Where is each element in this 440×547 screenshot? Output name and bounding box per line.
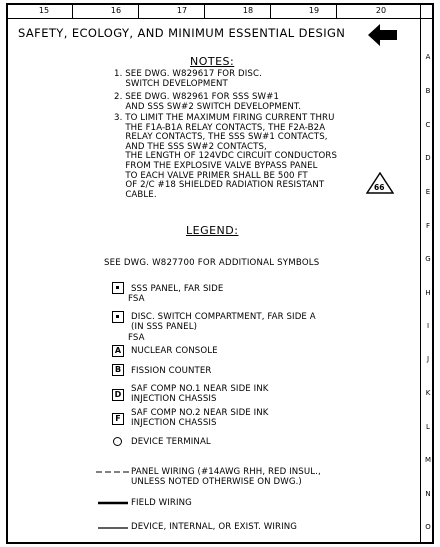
column-label: 19	[308, 6, 320, 15]
legend-symbol-label: FISSION COUNTER	[131, 366, 212, 376]
legend-symbol-label: SAF COMP NO.1 NEAR SIDE INK INJECTION CHASSIS	[131, 384, 269, 404]
column-label: 17	[176, 6, 188, 15]
legend-symbol-label: SAF COMP NO.2 NEAR SIDE INK INJECTION CHASSIS	[131, 408, 269, 428]
page-title: SAFETY, ECOLOGY, AND MINIMUM ESSENTIAL DESIGN	[18, 26, 346, 40]
symbol-box-f: F	[112, 413, 124, 425]
compartment-symbol-box	[112, 311, 124, 323]
row-label: K	[425, 389, 431, 397]
row-label: J	[426, 355, 430, 363]
row-ruler	[420, 3, 434, 544]
notes-heading: NOTES:	[190, 55, 235, 68]
note-item: 1. SEE DWG. W829617 FOR DISC. SWITCH DEVELOPMENT	[114, 69, 262, 89]
row-label: I	[426, 322, 430, 330]
column-ruler	[6, 3, 434, 19]
symbol-box-d: D	[112, 389, 124, 401]
ruler-tick	[270, 3, 271, 19]
row-label: B	[425, 87, 431, 95]
ruler-tick	[204, 3, 205, 19]
row-label: D	[425, 154, 431, 162]
revision-mark: 66	[374, 183, 385, 192]
wiring-label: DEVICE, INTERNAL, OR EXIST. WIRING	[131, 522, 298, 532]
column-label: 18	[242, 6, 254, 15]
device-wiring-line	[98, 526, 128, 530]
row-label: F	[425, 222, 431, 230]
row-label: M	[424, 456, 432, 464]
column-label: 15	[38, 6, 50, 15]
ruler-tick	[336, 3, 337, 19]
row-label: E	[425, 188, 431, 196]
legend-symbol-label: NUCLEAR CONSOLE	[131, 346, 218, 356]
ruler-tick	[72, 3, 73, 19]
legend-symbol-label: DEVICE TERMINAL	[131, 437, 211, 447]
legend-see-note: SEE DWG. W827700 FOR ADDITIONAL SYMBOLS	[104, 258, 320, 268]
column-label: 20	[375, 6, 387, 15]
legend-symbol-label: DISC. SWITCH COMPARTMENT, FAR SIDE A (IN SSS PANEL)	[131, 312, 316, 332]
note-item: 2. SEE DWG. W82961 FOR SSS SW#1 AND SSS SW#2 SWITCH DEVELOPMENT.	[114, 92, 302, 112]
panel-symbol-box	[112, 282, 124, 294]
row-label: L	[426, 423, 430, 431]
device-terminal-icon	[113, 437, 122, 446]
wiring-label: FIELD WIRING	[131, 498, 192, 508]
legend-symbol-label: SSS PANEL, FAR SIDE	[131, 284, 224, 294]
legend-heading: LEGEND:	[186, 224, 239, 237]
panel-wiring-line	[96, 470, 130, 474]
row-label: N	[425, 490, 431, 498]
row-label: G	[425, 255, 431, 263]
note-item: 3. TO LIMIT THE MAXIMUM FIRING CURRENT THRU THE F1A-B1A RELAY CONTACTS, THE F2A-B2A RELAY CONTACTS, THE SSS SW#1 CONTACTS, AND THE SSS SW#2 CONTACTS, THE LENGTH OF 124VDC CIRCUIT CONDUCTORS FROM THE EXPLOSIVE VALVE BYPASS PANEL TO EACH VALVE PRIMER SHALL BE 500 FT OF 2/C #18 SHIELDED RADIATION RESISTANT CABLE.	[114, 113, 338, 200]
column-label: 16	[110, 6, 122, 15]
row-label: C	[425, 121, 431, 129]
row-label: A	[425, 53, 431, 61]
row-label: H	[425, 289, 431, 297]
ruler-tick	[138, 3, 139, 19]
legend-symbol-sub: FSA	[128, 333, 145, 343]
symbol-box-b: B	[112, 364, 124, 376]
arrow-left-icon	[368, 24, 398, 46]
row-label: O	[425, 523, 431, 531]
legend-symbol-sub: FSA	[128, 294, 145, 304]
field-wiring-line	[98, 501, 128, 505]
symbol-box-a: A	[112, 345, 124, 357]
wiring-label: PANEL WIRING (#14AWG RHH, RED INSUL., UNLESS NOTED OTHERWISE ON DWG.)	[131, 467, 321, 487]
